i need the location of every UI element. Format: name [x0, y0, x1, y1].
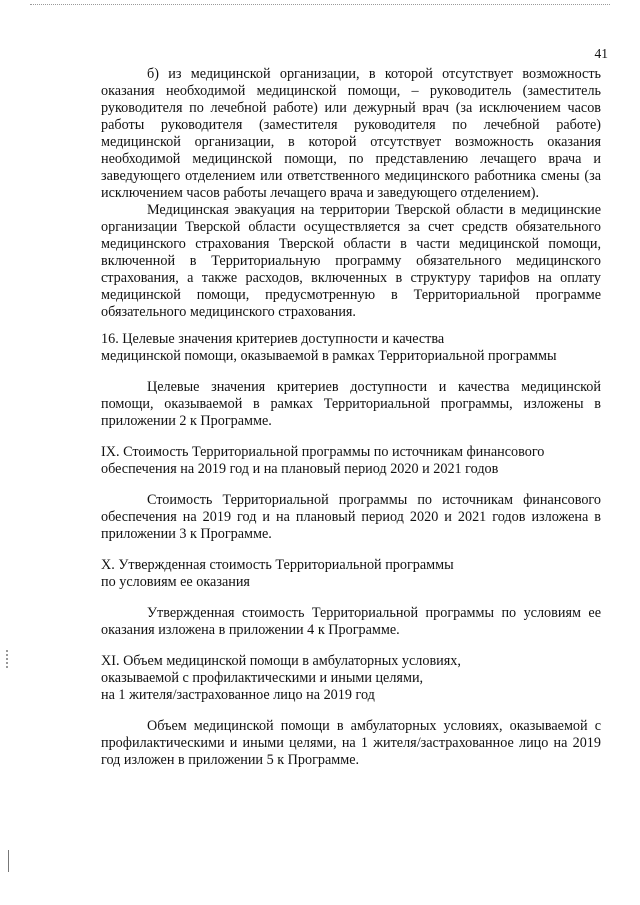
- section-11-heading-line3: на 1 жителя/застрахованное лицо на 2019 год: [101, 687, 375, 703]
- section-9-heading-line1: IX. Стоимость Территориальной программы по источникам финансового: [101, 444, 545, 460]
- scan-margin-dots: [6, 650, 10, 668]
- scan-top-edge: [30, 4, 610, 6]
- section-10-heading-line1: X. Утвержденная стоимость Территориальной программы: [101, 557, 454, 573]
- section-11-heading-line1: XI. Объем медицинской помощи в амбулаторных условиях,: [101, 653, 461, 669]
- section-9-heading-line2: обеспечения на 2019 год и на плановый период 2020 и 2021 годов: [101, 461, 499, 477]
- section-16-heading-line1: 16. Целевые значения критериев доступности и качества: [101, 331, 445, 347]
- section-10-heading-line2: по условиям ее оказания: [101, 574, 250, 590]
- section-10-body: Утвержденная стоимость Территориальной программы по условиям ее оказания изложена в приложении 4 к Программе.: [101, 605, 601, 638]
- paragraph-evacuation-b: б) из медицинской организации, в которой отсутствует возможность оказания необходимой медицинской помощи, – руководитель (заместитель руководителя по лечебной работе) или дежурный врач (за исключением часов работы руководителя (заместителя руководителя по лечебной работе) медицинской организации, в которой отсутствует возможность оказания необходимой медицинской помощи, по представлению лечащего врача и заведующего отделением или ответственного медицинского работника смены (за исключением часов работы лечащего врача и заведующего отделением).: [101, 66, 601, 201]
- section-16-heading-line2: медицинской помощи, оказываемой в рамках Территориальной программы: [101, 348, 557, 364]
- section-9-body: Стоимость Территориальной программы по источникам финансового обеспечения на 2019 год и на плановый период 2020 и 2021 годов изложена в приложении 3 к Программе.: [101, 492, 601, 542]
- section-11-heading-line2: оказываемой с профилактическими и иными целями,: [101, 670, 424, 686]
- scan-margin-mark: [8, 850, 9, 872]
- page-number: 41: [594, 46, 608, 61]
- section-16-body: Целевые значения критериев доступности и качества медицинской помощи, оказываемой в рамках Территориальной программы, изложены в приложении 2 к Программе.: [101, 379, 601, 429]
- document-body: [101, 66, 601, 769]
- section-11-body: Объем медицинской помощи в амбулаторных условиях, оказываемой с профилактическими и иными целями, на 1 жителя/застрахованное лицо на 2019 год изложен в приложении 5 к Программе.: [101, 718, 601, 768]
- paragraph-evacuation-funding: Медицинская эвакуация на территории Тверской области в медицинские организации Тверской области осуществляется за счет средств обязательного медицинского страхования Тверской области в части медицинской помощи, включенной в Территориальную программу обязательного медицинского страхования, а также расходов, включенных в структуру тарифов на оплату медицинской помощи, предусмотренную в Территориальной программе обязательного медицинского страхования.: [101, 202, 601, 320]
